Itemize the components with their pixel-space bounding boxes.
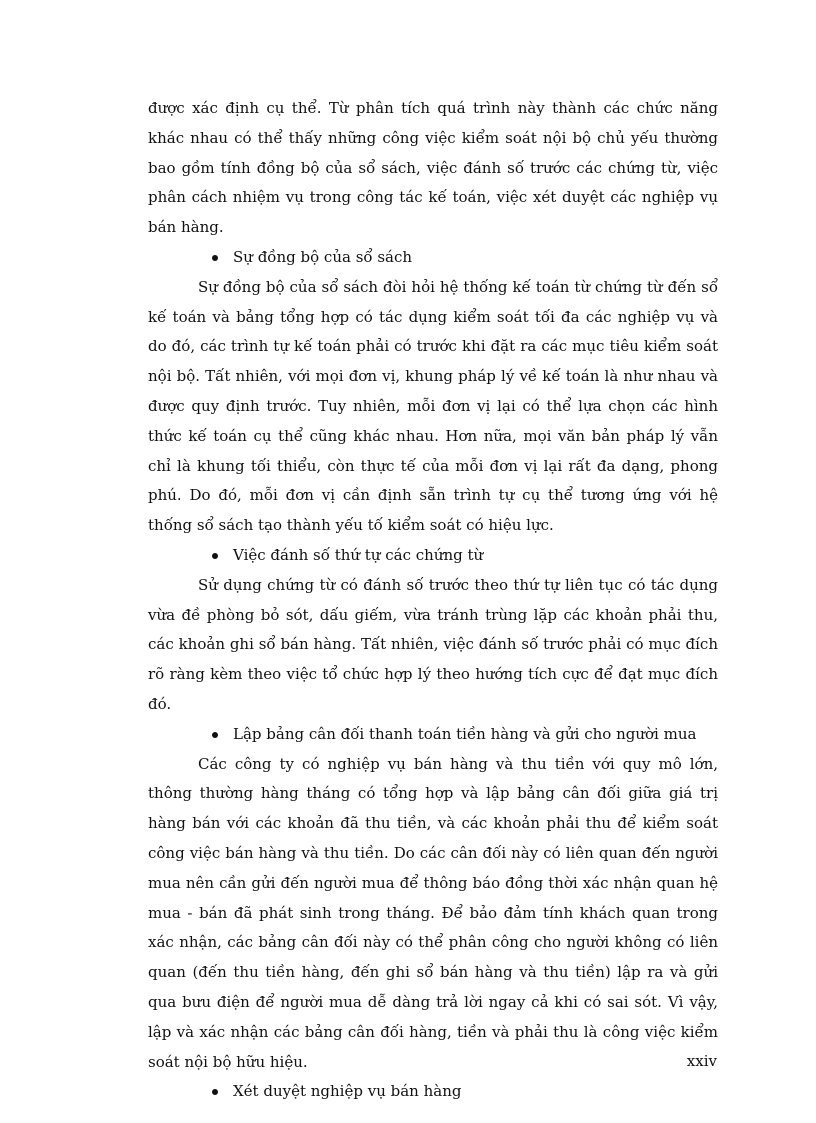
paragraph-intro: được xác định cụ thể. Từ phân tích quá trình này thành các chức năng khác nhau có thể thấy những công việc kiểm soát nội bộ chủ yếu thường bao gồm tính đồng bộ của sổ sách, việc đánh số trước các chứng từ, việc phân cách nhiệm vụ trong công tác kế toán, việc xét duyệt các nghiệp vụ bán hàng. [148,99,718,237]
paragraph-balance-statement: Các công ty có nghiệp vụ bán hàng và thu tiền với quy mô lớn, thông thường hàng tháng có tổng hợp và lập bảng cân đối giữa giá trị hàng bán với các khoản đã thu tiền, và các khoản phải thu để kiểm soát công việc bán hàng và thu tiền. Do các cân đối này có liên quan đến người mua nên cần gửi đến người mua để thông báo đồng thời xác nhận quan hệ mua - bán đã phát sinh trong tháng. Để bảo đảm tính khách quan trong xác nhận, các bảng cân đối này có thể phân công cho người không có liên quan (đến thu tiền hàng, đến ghi sổ bán hàng và thu tiền) lập ra và gửi qua bưu điện để người mua dễ dàng trả lời ngay cả khi có sai sót. Vì vậy, lập và xác nhận các bảng cân đối hàng, tiền và phải thu là công việc kiểm soát nội bộ hữu hiệu. [148,754,718,1071]
bullet-heading-text: Việc đánh số thứ tự các chứng từ [233,545,484,564]
bullet-heading-text: Xét duyệt nghiệp vụ bán hàng [233,1082,462,1101]
paragraph-book-sync: Sự đồng bộ của sổ sách đòi hỏi hệ thống kế toán từ chứng từ đến sổ kế toán và bảng tổng hợp có tác dụng kiểm soát tối đa các nghiệp vụ và do đó, các trình tự kế toán phải có trước khi đặt ra các mục tiêu kiểm soát nội bộ. Tất nhiên, với mọi đơn vị, khung pháp lý về kế toán là như nhau và được quy định trước. Tuy nhiên, mỗi đơn vị lại có thể lựa chọn các hình thức kế toán cụ thể cũng khác nhau. Hơn nữa, mọi văn bản pháp lý vẫn chỉ là khung tối thiểu, còn thực tế của mỗi đơn vị lại rất đa dạng, phong phú. Do đó, mỗi đơn vị cần định sẵn trình tự cụ thể tương ứng với hệ thống sổ sách tạo thành yếu tố kiểm soát có hiệu lực. [148,277,718,535]
paragraph-document-numbering: Sử dụng chứng từ có đánh số trước theo thứ tự liên tục có tác dụng vừa đề phòng bỏ sót, dấu giếm, vừa tránh trùng lặp các khoản phải thu, các khoản ghi sổ bán hàng. Tất nhiên, việc đánh số trước phải có mục đích rõ ràng kèm theo việc tổ chức hợp lý theo hướng tích cực để đạt mục đích đó. [148,575,718,713]
bullet-heading-sales-approval [148,1077,718,1107]
bullet-icon [212,255,218,261]
bullet-icon [212,553,218,559]
bullet-heading-balance-statement [148,720,718,750]
bullet-icon [212,1089,218,1095]
bullet-icon [212,732,218,738]
bullet-heading-document-numbering [148,541,718,571]
bullet-heading-text: Lập bảng cân đối thanh toán tiền hàng và gửi cho người mua [233,724,697,743]
bullet-heading-book-sync [148,243,718,273]
bullet-heading-text: Sự đồng bộ của sổ sách [233,247,413,266]
body-text [148,94,718,1107]
page-number: xxiv [686,1052,717,1070]
